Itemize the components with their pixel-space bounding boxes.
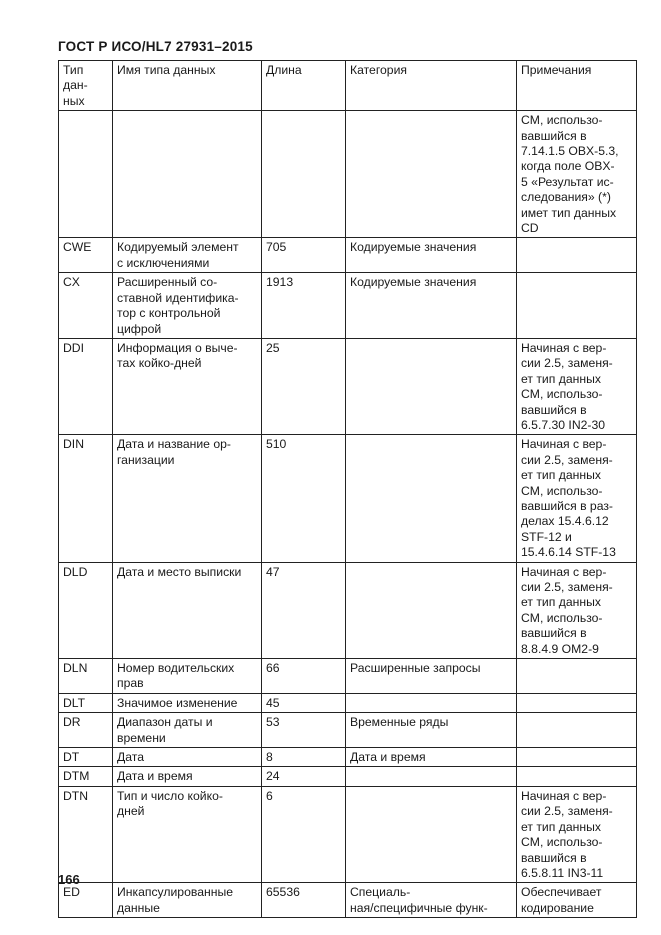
cell-type: DLD bbox=[59, 562, 113, 658]
cell-name: Информация о выче- тах койко-дней bbox=[113, 338, 262, 434]
cell-name: Дата и название ор- ганизации bbox=[113, 435, 262, 562]
cell-length: 66 bbox=[262, 659, 346, 694]
table-row bbox=[59, 562, 637, 658]
cell-type bbox=[59, 111, 113, 238]
cell-category bbox=[346, 435, 517, 562]
cell-type: DT bbox=[59, 748, 113, 767]
cell-notes bbox=[517, 713, 637, 748]
table-row bbox=[59, 713, 637, 748]
page-number: 166 bbox=[58, 872, 80, 887]
cell-notes: Начиная с вер- сии 2.5, заменя- ет тип данных CM, использо- вавшийся в 6.5.7.30 IN2-30 bbox=[517, 338, 637, 434]
column-header-length: Длина bbox=[262, 61, 346, 111]
cell-type: CWE bbox=[59, 238, 113, 273]
table-row bbox=[59, 693, 637, 712]
data-types-table bbox=[58, 60, 637, 918]
cell-notes bbox=[517, 238, 637, 273]
cell-length bbox=[262, 111, 346, 238]
cell-name bbox=[113, 111, 262, 238]
cell-category bbox=[346, 767, 517, 786]
cell-length: 8 bbox=[262, 748, 346, 767]
cell-notes: CM, использо- вавшийся в 7.14.1.5 OBX-5.3, когда поле OBX- 5 «Результат ис- следования» (*) имет тип данных CD bbox=[517, 111, 637, 238]
cell-name: Инкапсулированные данные bbox=[113, 883, 262, 918]
table-row bbox=[59, 338, 637, 434]
cell-length: 45 bbox=[262, 693, 346, 712]
cell-type: DDI bbox=[59, 338, 113, 434]
cell-type: DR bbox=[59, 713, 113, 748]
cell-length: 1913 bbox=[262, 273, 346, 339]
cell-notes bbox=[517, 273, 637, 339]
cell-notes: Обеспечивает кодирование bbox=[517, 883, 637, 918]
cell-name: Дата bbox=[113, 748, 262, 767]
cell-notes bbox=[517, 659, 637, 694]
cell-category bbox=[346, 111, 517, 238]
cell-notes: Начиная с вер- сии 2.5, заменя- ет тип данных CM, использо- вавшийся в 6.5.8.11 IN3-11 bbox=[517, 786, 637, 882]
table-row bbox=[59, 238, 637, 273]
cell-name: Кодируемый элемент с исключениями bbox=[113, 238, 262, 273]
table-row bbox=[59, 435, 637, 562]
column-header-category: Категория bbox=[346, 61, 517, 111]
cell-notes bbox=[517, 767, 637, 786]
cell-category: Кодируемые значения bbox=[346, 273, 517, 339]
cell-notes bbox=[517, 748, 637, 767]
column-header-name: Имя типа данных bbox=[113, 61, 262, 111]
cell-notes: Начиная с вер- сии 2.5, заменя- ет тип данных CM, использо- вавшийся в раз- делах 15.4.6.12 STF-12 и 15.4.6.14 STF-13 bbox=[517, 435, 637, 562]
cell-length: 705 bbox=[262, 238, 346, 273]
document-header: ГОСТ Р ИСО/HL7 27931–2015 bbox=[58, 39, 253, 54]
cell-category: Специаль- ная/специфичные функ- bbox=[346, 883, 517, 918]
cell-length: 47 bbox=[262, 562, 346, 658]
table-header-row bbox=[59, 61, 637, 111]
cell-length: 510 bbox=[262, 435, 346, 562]
column-header-type: Тип дан- ных bbox=[59, 61, 113, 111]
cell-type: DIN bbox=[59, 435, 113, 562]
cell-name: Расширенный со- ставной идентифика- тор с контрольной цифрой bbox=[113, 273, 262, 339]
cell-length: 53 bbox=[262, 713, 346, 748]
cell-type: DTM bbox=[59, 767, 113, 786]
cell-name: Номер водительских прав bbox=[113, 659, 262, 694]
table-row bbox=[59, 273, 637, 339]
cell-category bbox=[346, 562, 517, 658]
cell-type: DLT bbox=[59, 693, 113, 712]
cell-type: DTN bbox=[59, 786, 113, 882]
cell-category: Временные ряды bbox=[346, 713, 517, 748]
cell-type: DLN bbox=[59, 659, 113, 694]
cell-notes bbox=[517, 693, 637, 712]
table-row bbox=[59, 659, 637, 694]
table-row bbox=[59, 111, 637, 238]
cell-category bbox=[346, 693, 517, 712]
table-row bbox=[59, 748, 637, 767]
cell-name: Дата и место выписки bbox=[113, 562, 262, 658]
cell-category: Расширенные запросы bbox=[346, 659, 517, 694]
cell-name: Диапазон даты и времени bbox=[113, 713, 262, 748]
table-row bbox=[59, 786, 637, 882]
cell-type: CX bbox=[59, 273, 113, 339]
cell-length: 6 bbox=[262, 786, 346, 882]
cell-type: ED bbox=[59, 883, 113, 918]
cell-category: Кодируемые значения bbox=[346, 238, 517, 273]
table-row bbox=[59, 883, 637, 918]
cell-category: Дата и время bbox=[346, 748, 517, 767]
cell-name: Значимое изменение bbox=[113, 693, 262, 712]
cell-category bbox=[346, 786, 517, 882]
cell-name: Дата и время bbox=[113, 767, 262, 786]
cell-length: 25 bbox=[262, 338, 346, 434]
column-header-notes: Примечания bbox=[517, 61, 637, 111]
cell-length: 65536 bbox=[262, 883, 346, 918]
cell-length: 24 bbox=[262, 767, 346, 786]
cell-name: Тип и число койко- дней bbox=[113, 786, 262, 882]
cell-category bbox=[346, 338, 517, 434]
cell-notes: Начиная с вер- сии 2.5, заменя- ет тип данных CM, использо- вавшийся в 8.8.4.9 OM2-9 bbox=[517, 562, 637, 658]
table-row bbox=[59, 767, 637, 786]
